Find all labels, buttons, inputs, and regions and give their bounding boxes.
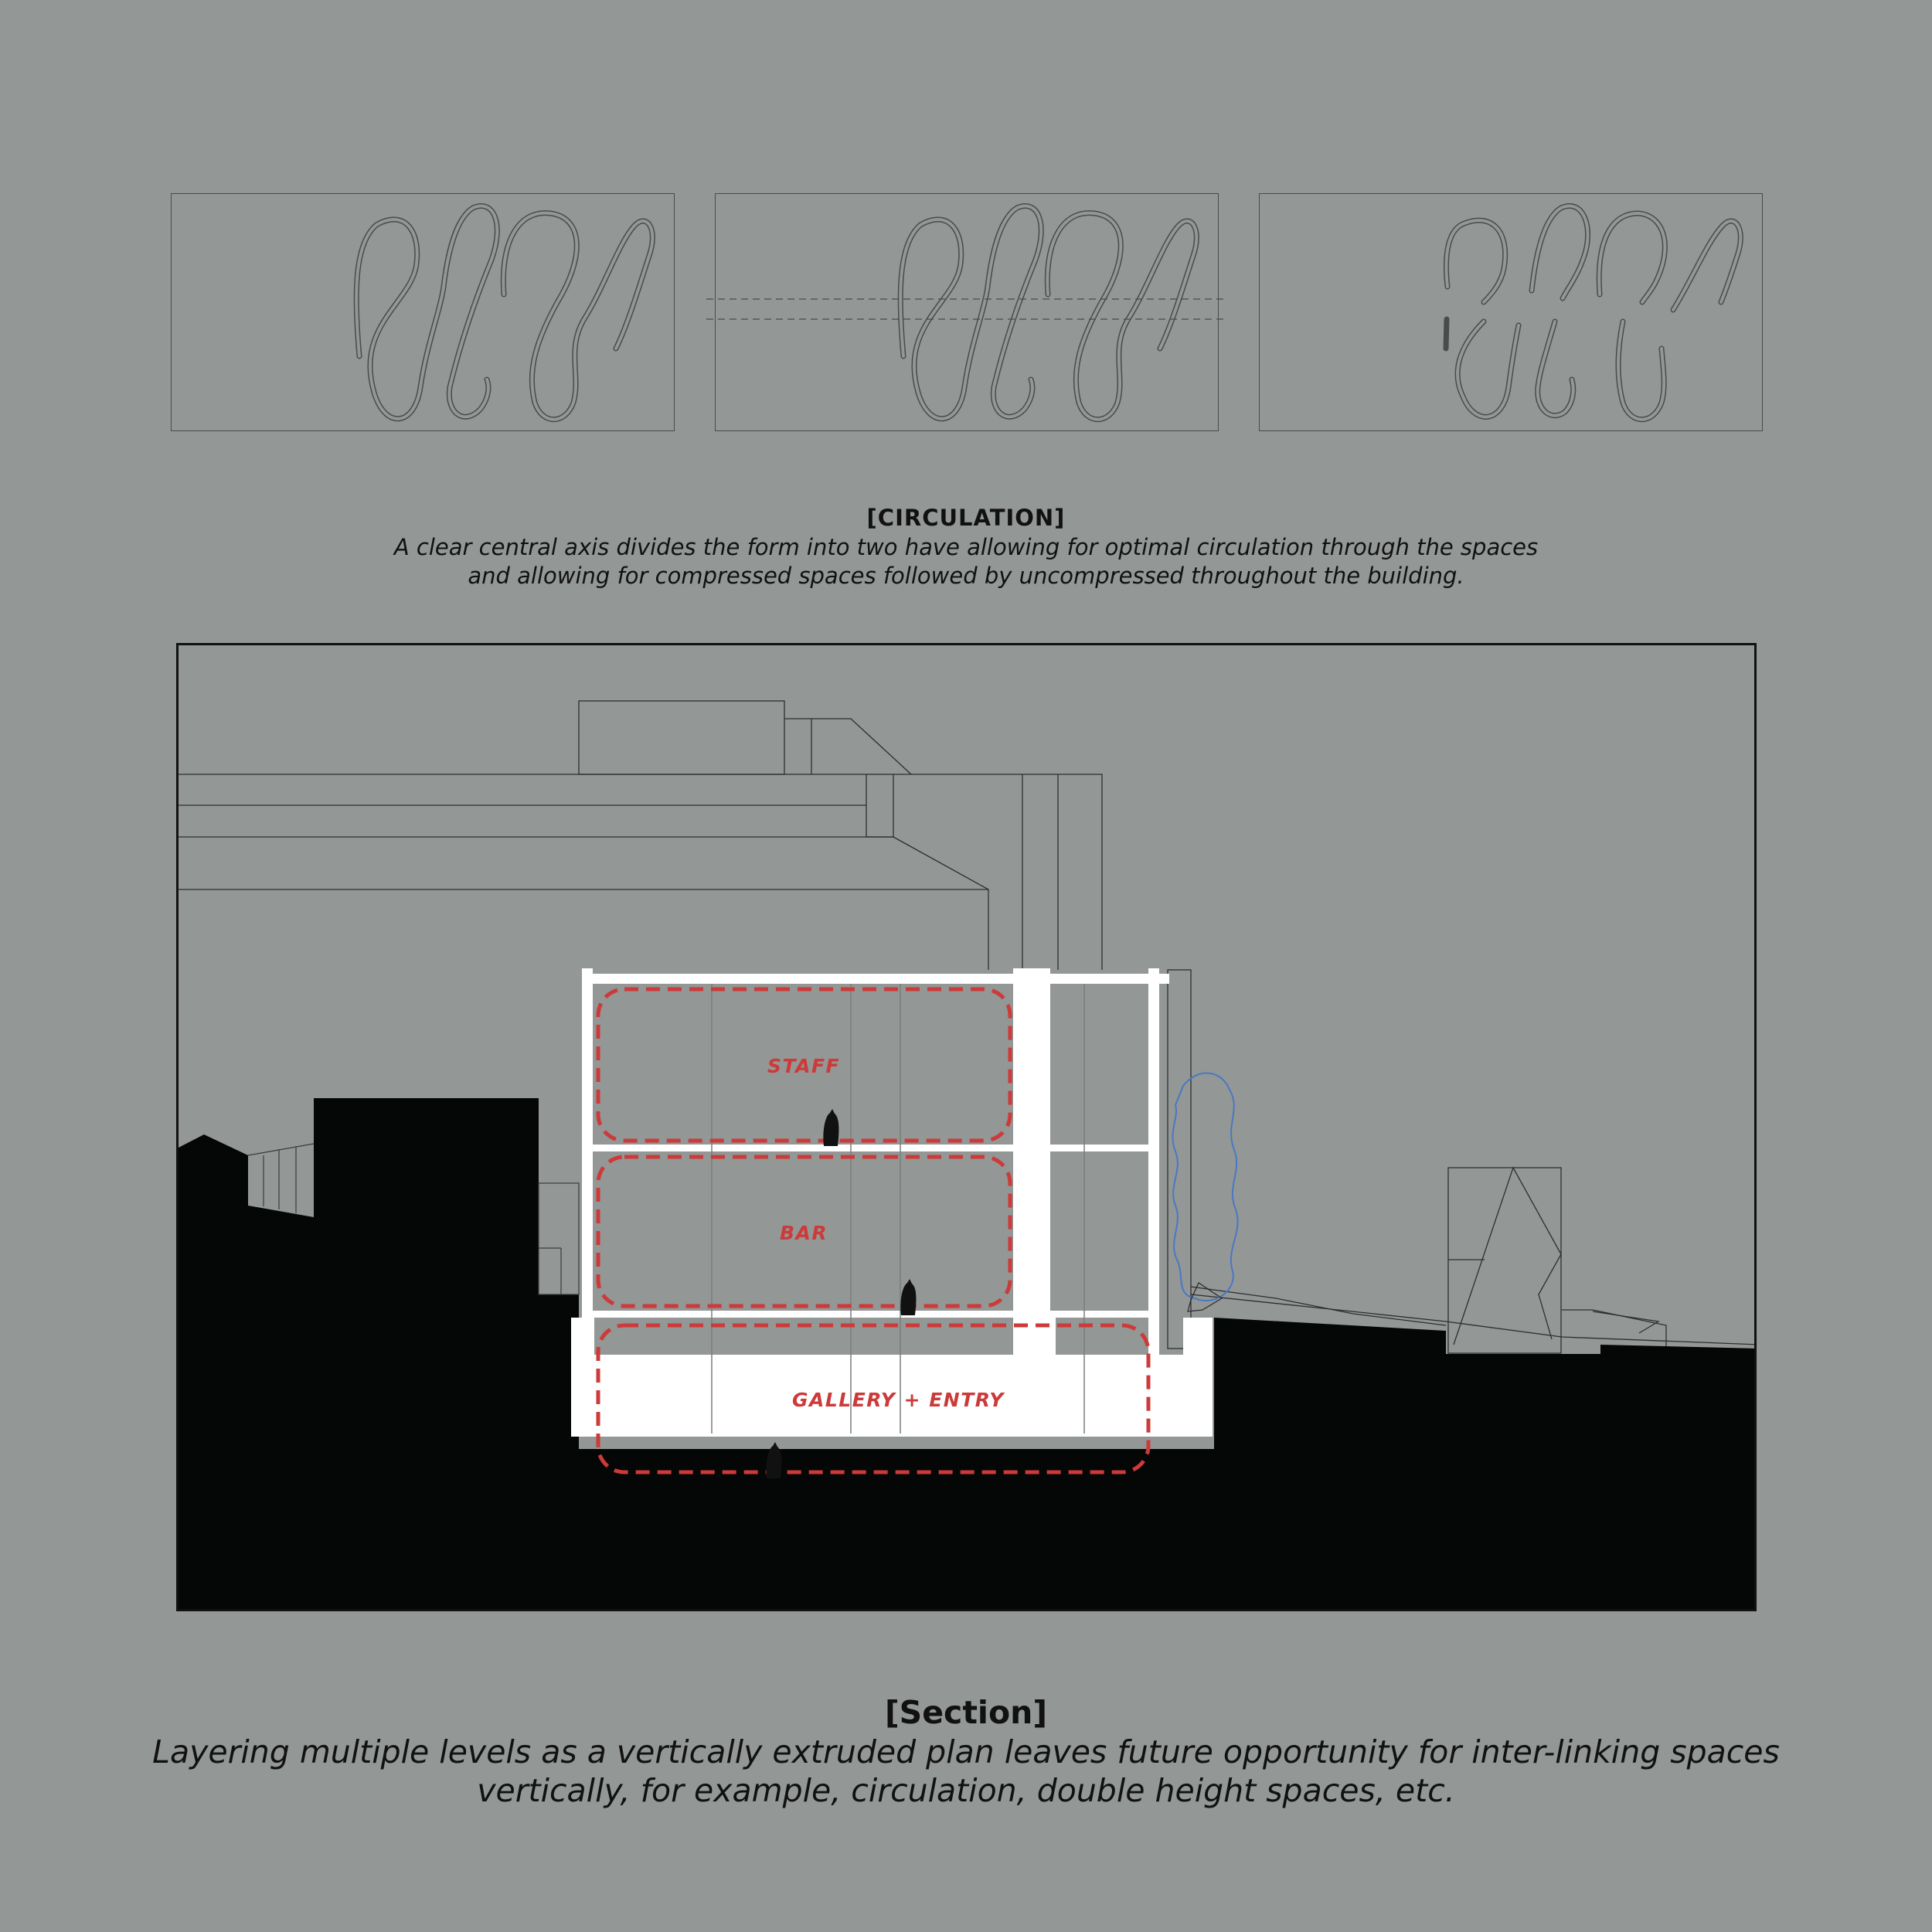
section-drawing [176, 643, 1757, 1611]
circulation-title: [CIRCULATION] [866, 505, 1066, 531]
circulation-description-line-2: and allowing for compressed spaces followed by uncompressed throughout the building. [468, 563, 1464, 589]
circulation-description-line-1: A clear central axis divides the form into two have allowing for optimal circulation through the spaces [393, 534, 1539, 560]
section-caption [0, 1692, 1932, 1810]
section-description-line-1: Layering multiple levels as a vertically extruded plan leaves future opportunity for inter-linking spaces [152, 1733, 1780, 1770]
circulation-caption [0, 502, 1932, 590]
section-title: [Section] [884, 1694, 1048, 1731]
room-label-gallery-entry: GALLERY + ENTRY [792, 1389, 1005, 1411]
circulation-plan-2 [715, 193, 1219, 431]
circulation-curve [172, 194, 675, 432]
room-label-bar: BAR [780, 1222, 828, 1244]
circulation-plan-3 [1259, 193, 1763, 431]
section-description-line-2: vertically, for example, circulation, double height spaces, etc. [477, 1772, 1455, 1809]
room-label-staff: STAFF [767, 1055, 841, 1077]
circulation-plan-1 [171, 193, 675, 431]
circulation-curve [1260, 194, 1764, 432]
circulation-curve [706, 194, 1224, 432]
building-section-drawing [179, 645, 1757, 1611]
